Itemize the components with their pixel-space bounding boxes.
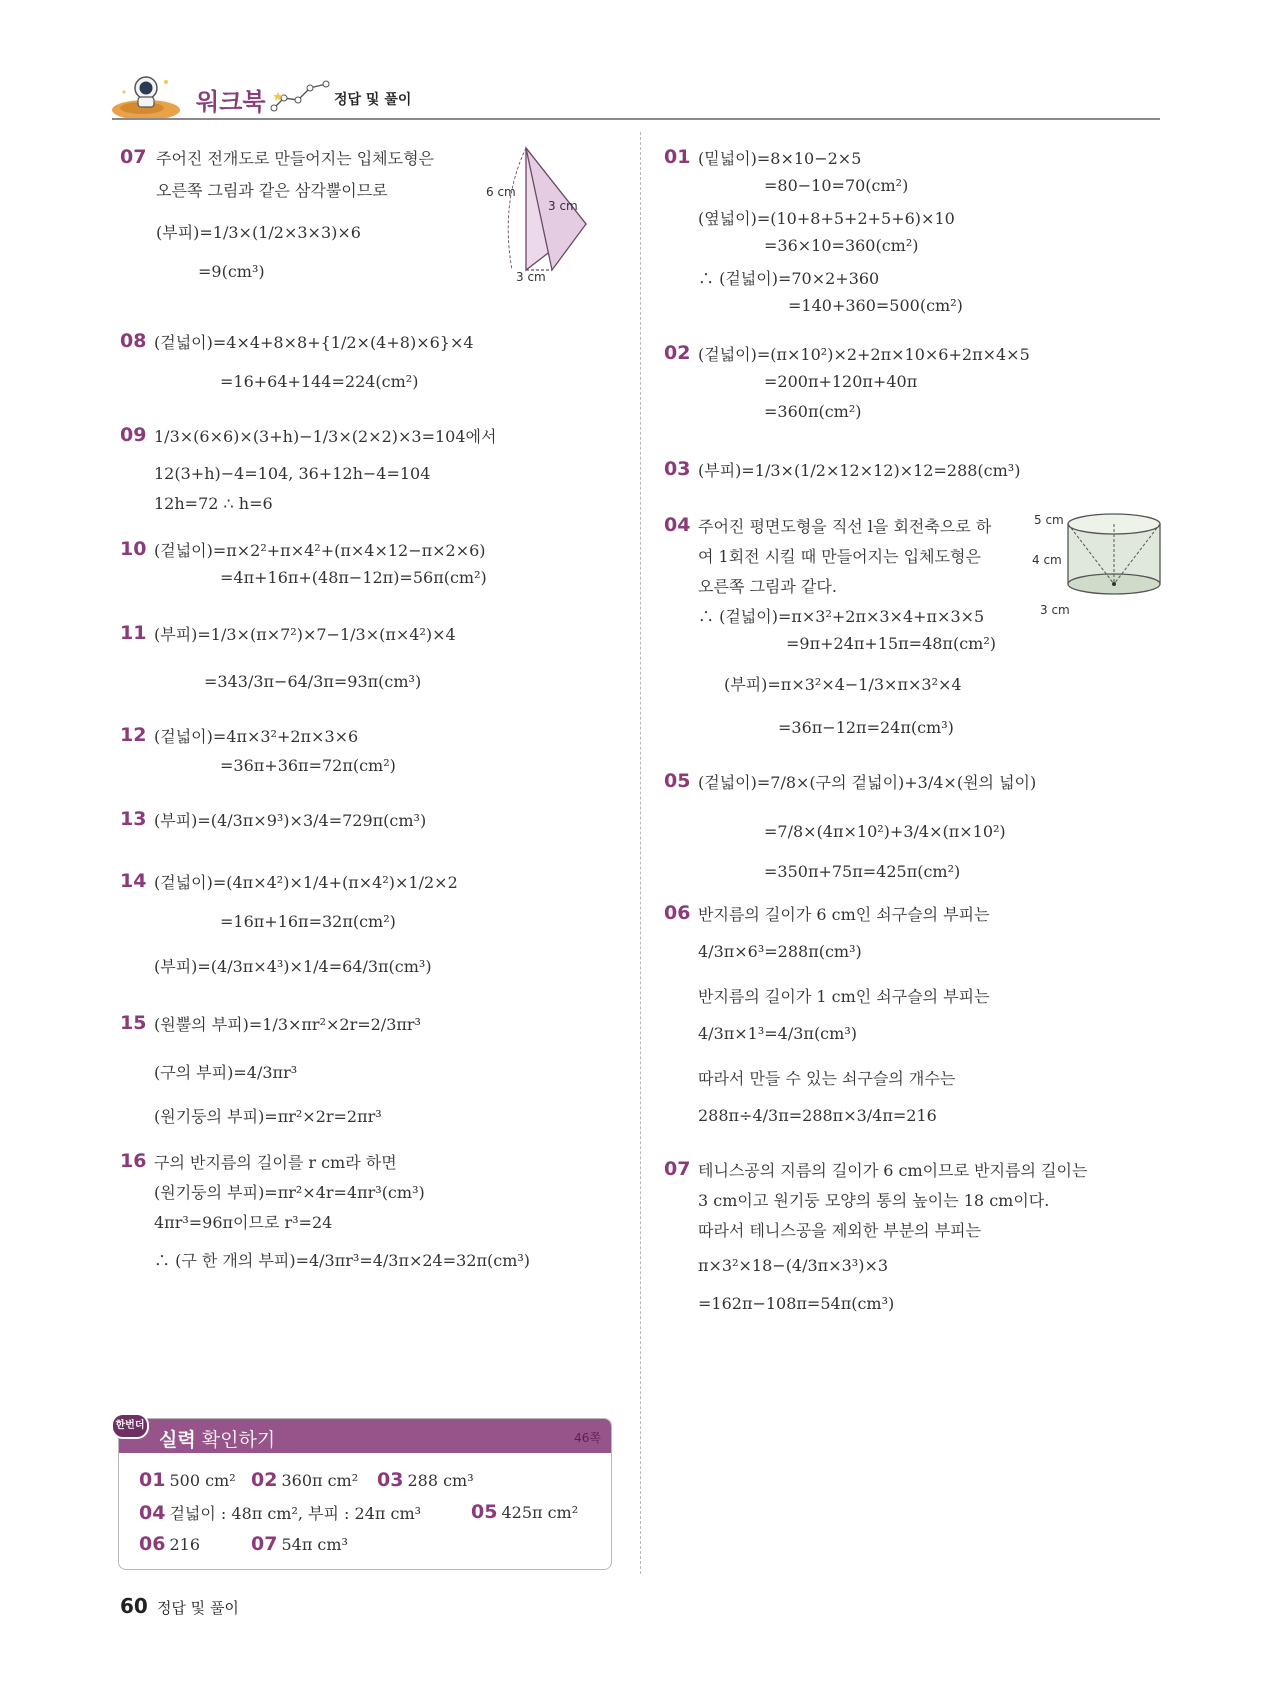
answer-value: 425π cm² — [501, 1503, 579, 1522]
solution-line: =36×10=360(cm²) — [764, 236, 919, 255]
solution-line: 3 cm이고 원기둥 모양의 통의 높이는 18 cm이다. — [698, 1191, 1050, 1210]
figure-label: 3 cm — [548, 199, 578, 213]
solution-line: 주어진 평면도형을 직선 l을 회전축으로 하 — [698, 517, 992, 536]
solution-line: =200π+120π+40π — [764, 372, 918, 391]
solution-line: 따라서 만들 수 있는 쇠구슬의 개수는 — [698, 1069, 956, 1088]
answer-box-title — [159, 1425, 275, 1452]
problem-number: 08 — [120, 330, 147, 352]
answer-number: 01 — [139, 1469, 166, 1491]
solution-line: 288π÷4/3π=288π×3/4π=216 — [698, 1106, 937, 1125]
solution-line: 반지름의 길이가 1 cm인 쇠구슬의 부피는 — [698, 987, 990, 1006]
solution-line: =162π−108π=54π(cm³) — [698, 1294, 895, 1313]
answer-box-header — [115, 1419, 611, 1453]
solution-line: 반지름의 길이가 6 cm인 쇠구슬의 부피는 — [698, 905, 990, 924]
problem-number: 09 — [120, 424, 147, 446]
truncated-cone-cylinder-figure — [1032, 510, 1168, 620]
solution-line: 구의 반지름의 길이를 r cm라 하면 — [154, 1153, 397, 1172]
answer-number: 05 — [471, 1501, 498, 1523]
page-reference: 46쪽 — [574, 1431, 601, 1445]
solution-line: =4π+16π+(48π−12π)=56π(cm²) — [220, 568, 487, 587]
solution-line: (밑넓이)=8×10−2×5 — [698, 149, 862, 168]
solution-line: 12(3+h)−4=104, 36+12h−4=104 — [154, 464, 431, 483]
problem-number: 11 — [120, 622, 147, 644]
once-more-badge: 한번더 — [111, 1413, 149, 1439]
solution-line: (부피)=(4/3π×9³)×3/4=729π(cm³) — [154, 811, 427, 830]
solution-line: 오른쪽 그림과 같다. — [698, 577, 837, 596]
answer-value: 360π cm² — [281, 1471, 359, 1490]
problem-number: 15 — [120, 1012, 147, 1034]
page-header — [112, 70, 1160, 120]
solution-line: =9π+24π+15π=48π(cm²) — [786, 634, 996, 653]
title-rest: 확인하기 — [195, 1429, 276, 1451]
page-footer — [120, 1594, 239, 1618]
solution-line: (부피)=(4/3π×4³)×1/4=64/3π(cm³) — [154, 957, 432, 976]
header-rule — [112, 118, 1160, 120]
answer-summary-box — [115, 1418, 612, 1570]
answer-number: 06 — [139, 1533, 166, 1555]
solution-line: =343/3π−64/3π=93π(cm³) — [204, 672, 422, 691]
solution-line: =36π−12π=24π(cm³) — [778, 718, 954, 737]
figure-label: 4 cm — [1032, 553, 1062, 567]
answer-item — [251, 1533, 348, 1555]
solution-line: =36π+36π=72π(cm²) — [220, 756, 396, 775]
problem-number: 04 — [664, 514, 691, 536]
problem-number: 12 — [120, 724, 147, 746]
answer-item — [139, 1469, 236, 1491]
answer-value: 54π cm³ — [281, 1535, 348, 1554]
solution-line: =80−10=70(cm²) — [764, 176, 909, 195]
solution-line: 4/3π×6³=288π(cm³) — [698, 942, 862, 961]
solution-line: =16π+16π=32π(cm²) — [220, 912, 396, 931]
problem-number: 02 — [664, 342, 691, 364]
problem-number: 05 — [664, 770, 691, 792]
solution-line: (겉넓이)=4π×3²+2π×3×6 — [154, 727, 359, 746]
figure-label: 5 cm — [1034, 513, 1064, 527]
answer-value: 288 cm³ — [407, 1471, 474, 1490]
figure-label: 6 cm — [486, 185, 516, 199]
figure-label: 3 cm — [516, 270, 546, 284]
solution-line: (원기둥의 부피)=πr²×2r=2πr³ — [154, 1107, 382, 1126]
column-divider — [640, 132, 641, 1574]
solution-line: (겉넓이)=(4π×4²)×1/4+(π×4²)×1/2×2 — [154, 873, 458, 892]
solution-line: (부피)=π×3²×4−1/3×π×3²×4 — [724, 675, 962, 694]
problem-number: 06 — [664, 902, 691, 924]
solution-line: (겉넓이)=π×2²+π×4²+(π×4×12−π×2×6) — [154, 541, 486, 560]
header-subtitle: 정답 및 풀이 — [334, 92, 412, 108]
problem-number: 03 — [664, 458, 691, 480]
solution-line: (겉넓이)=4×4+8×8+{1/2×(4+8)×6}×4 — [154, 333, 474, 352]
answer-value: 216 — [169, 1535, 200, 1554]
solution-line: (원뿔의 부피)=1/3×πr²×2r=2/3πr³ — [154, 1015, 421, 1034]
solution-line: =350π+75π=425π(cm²) — [764, 862, 961, 881]
problem-number: 07 — [664, 1158, 691, 1180]
solution-line: 주어진 전개도로 만들어지는 입체도형은 — [156, 149, 435, 168]
solution-line: =7/8×(4π×10²)+3/4×(π×10²) — [764, 822, 1006, 841]
problem-number: 16 — [120, 1150, 147, 1172]
solution-line: π×3²×18−(4/3π×3³)×3 — [698, 1256, 889, 1275]
solution-line: 오른쪽 그림과 같은 삼각뿔이므로 — [156, 181, 388, 200]
answer-item — [139, 1501, 421, 1524]
figure-label: 3 cm — [1040, 603, 1070, 617]
problem-number: 10 — [120, 538, 147, 560]
solution-line: =16+64+144=224(cm²) — [220, 372, 419, 391]
answer-number: 07 — [251, 1533, 278, 1555]
solution-line: (부피)=1/3×(1/2×12×12)×12=288(cm³) — [698, 461, 1021, 480]
answer-number: 04 — [139, 1502, 166, 1524]
solution-line: ∴ (겉넓이)=70×2+360 — [698, 269, 880, 288]
answer-item — [471, 1501, 578, 1523]
solution-line: 1/3×(6×6)×(3+h)−1/3×(2×2)×3=104에서 — [154, 427, 497, 446]
answer-number: 02 — [251, 1469, 278, 1491]
astronaut-mascot-icon — [112, 70, 190, 118]
solution-line: (구의 부피)=4/3πr³ — [154, 1063, 298, 1082]
page-number: 60 — [120, 1594, 148, 1618]
solution-line: (부피)=1/3×(1/2×3×3)×6 — [156, 223, 361, 242]
problem-number: 14 — [120, 870, 147, 892]
solution-line: =9(cm³) — [198, 262, 265, 281]
solution-line: =360π(cm²) — [764, 402, 862, 421]
answer-value: 500 cm² — [169, 1471, 236, 1490]
triangular-pyramid-figure — [488, 142, 600, 282]
workbook-title: 워크북 — [196, 88, 266, 116]
solution-line: 4πr³=96π이므로 r³=24 — [154, 1213, 333, 1232]
constellation-icon — [270, 78, 332, 114]
solution-line: (겉넓이)=7/8×(구의 겉넓이)+3/4×(원의 넓이) — [698, 773, 1037, 792]
answer-item — [251, 1469, 358, 1491]
answer-item — [377, 1469, 474, 1491]
solution-line: 테니스공의 지름의 길이가 6 cm이므로 반지름의 길이는 — [698, 1161, 1088, 1180]
solution-line: 따라서 테니스공을 제외한 부분의 부피는 — [698, 1221, 982, 1240]
problem-number: 01 — [664, 146, 691, 168]
solution-line: (원기둥의 부피)=πr²×4r=4πr³(cm³) — [154, 1183, 425, 1202]
footer-label: 정답 및 풀이 — [156, 1599, 239, 1617]
answer-number: 03 — [377, 1469, 404, 1491]
solution-line: (부피)=1/3×(π×7²)×7−1/3×(π×4²)×4 — [154, 625, 456, 644]
answer-value: 겉넓이 : 48π cm², 부피 : 24π cm³ — [169, 1504, 422, 1523]
solution-line: (겉넓이)=(π×10²)×2+2π×10×6+2π×4×5 — [698, 345, 1030, 364]
solution-line: 12h=72 ∴ h=6 — [154, 494, 273, 513]
problem-number: 07 — [120, 146, 147, 168]
answer-item — [139, 1533, 200, 1555]
solution-line: ∴ (겉넓이)=π×3²+2π×3×4+π×3×5 — [698, 607, 985, 626]
solution-line: 여 1회전 시킬 때 만들어지는 입체도형은 — [698, 547, 981, 566]
title-bold: 실력 — [159, 1429, 196, 1451]
problem-number: 13 — [120, 808, 147, 830]
solution-line: (옆넓이)=(10+8+5+2+5+6)×10 — [698, 209, 955, 228]
solution-line: ∴ (구 한 개의 부피)=4/3πr³=4/3π×24=32π(cm³) — [154, 1251, 531, 1270]
solution-line: =140+360=500(cm²) — [788, 296, 963, 315]
solution-line: 4/3π×1³=4/3π(cm³) — [698, 1024, 857, 1043]
